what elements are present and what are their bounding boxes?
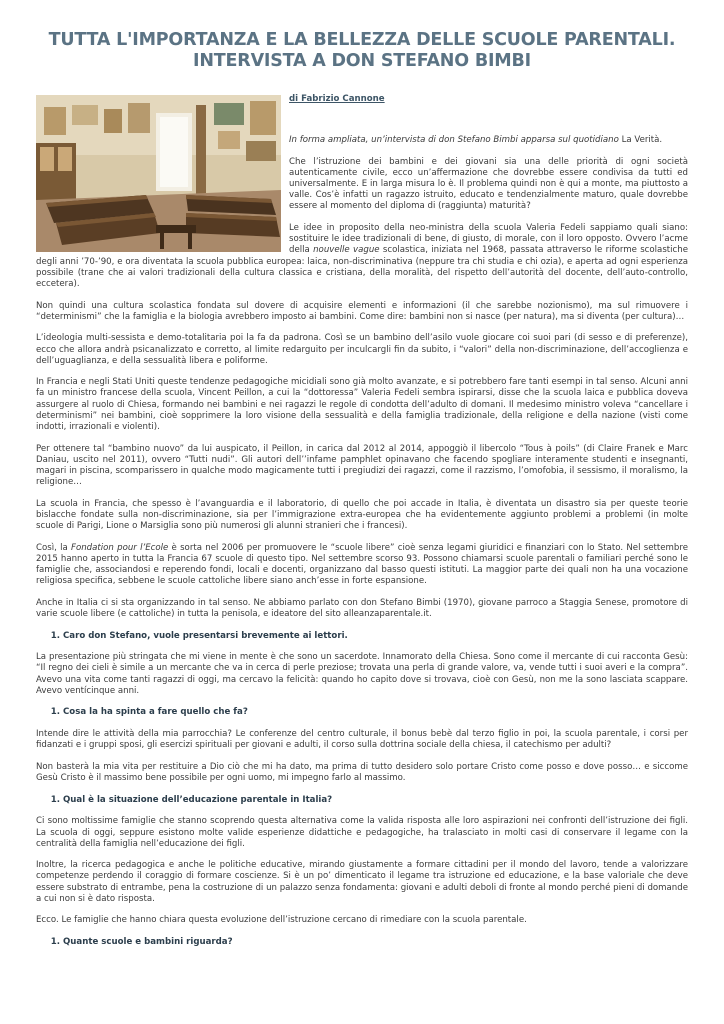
paragraph-8-part-a: Così, la [36,542,72,553]
question-list-3 [36,795,688,806]
title-line-1: TUTTA L'IMPORTANZA E LA BELLEZZA DELLE SCUOLE PARENTALI. [48,30,676,50]
paragraph-6: Per ottenere tal “bambino nuovo” da lui auspicato, il Peillon, in carica dal 2012 al 2014, appoggiò il libercolo “Tous à poils” (di Claire Franek e Marc Daniau, uscito nel 2011), ovvero “Tutti nudi”. Gli autori dell’’infame pamphlet opinavano che facendo spogliare interamente studenti e insegnanti, magari in piscina, scomparissero in qualche modo magicamente tutti i pregiudizi dei ragazzi, come il razzismo, l’omofobia, il sessismo, il moralismo, la religione… [36,443,688,488]
question-list-1 [36,631,688,642]
answer-2b: Non basterà la mia vita per restituire a Dio ciò che mi ha dato, ma prima di tutto desidero solo portare Cristo come posso e dove posso… e siccome Gesù Cristo è il massimo bene possibile per ogni uomo, mi impegno farlo al massimo. [36,761,688,784]
paragraph-7: La scuola in Francia, che spesso è l’avanguardia e il laboratorio, di quello che poi accade in Italia, è diventata un disastro sia per queste teorie bislacche fondate sulla non-discriminazione, sia per l’immigrazione extra-europea che ha evidentemente aggiunto problemi a problemi (in molte scuole di Parigi, Lione o Marsiglia sono più numerosi gli alunni stranieri che i francesi). [36,498,688,532]
paragraph-8-part-b: è sorta nel 2006 per promuovere le “scuole libere” cioè senza legami giuridici e finanziari con lo Stato. Nel settembre 2015 hanno aperto in tutta la Francia 67 scuole di questo tipo. Nel settembre scorso 93. Possono chiamarsi scuole parentali o familiari perché sono le famiglie che, associandosi e reperendo fondi, locali e docenti, organizzano dal basso questi istituti. La maggior parte dei quali non ha una vocazione religiosa specifica, sebbene le scuole cattoliche libere siano anch’esse in forte espansione. [36,542,688,587]
question-3: 1. Qual è la situazione dell’educazione parentale in Italia? [63,795,688,806]
paragraph-8 [36,543,688,588]
paragraph-2-part-a: Le idee in proposito della neo-ministra della scuola Valeria Fedeli sappiamo quali siano: sostituire le idee tradizionali di bene, di giusto, di morale, con il loro opposto. Ovvero l’acme della [289,223,688,256]
question-2: 1. Cosa la ha spinta a fare quello che fa? [63,707,688,718]
paragraph-9: Anche in Italia ci si sta organizzando in tal senso. Ne abbiamo parlato con don Stefano Bimbi (1970), giovane parroco a Staggia Senese, promotore di varie scuole libere (e cattoliche) in tutta la penisola, e ideatore del sito alleanzaparentale.it. [36,597,688,619]
article-body [36,94,688,959]
paragraph-5: In Francia e negli Stati Uniti queste tendenze pedagogiche micidiali sono già molto avanzate, e si potrebbero fare tanti esempi in tal senso. Alcuni anni fa un ministro francese della scuola, Vincent Peillon, a cui la “dottoressa” Valeria Fedeli sembra ispirarsi, disse che la scuola laica e pubblica doveva assurgere al ruolo di Chiesa, formando nei bambini e nei ragazzi le regole di condotta dell’adulto di domani. Il medesimo ministro voleva “cancellare i determinismi” nei bambini, cioè sopprimere la loro visione della sessualità e della famiglia tradizionale, della religione e della nazione (visti come indotti, irrazionali e violenti). [36,377,688,432]
answer-3c: Ecco. Le famiglie che hanno chiara questa evoluzione dell’istruzione cercano di rimediare con la scuola parentale. [36,915,527,926]
answer-3a: Ci sono moltissime famiglie che stanno scoprendo questa alternativa come la valida risposta alle loro aspirazioni nei confronti dell’istruzione dei figli. La scuola di oggi, seppure esistono molte valide esperienze didattiche e pedagogiche, ha tralasciato in molti casi di conservare il legame con la centralità della famiglia nell’educazione dei figli. [36,816,688,849]
answer-2a: Intende dire le attività della mia parrocchia? Le conferenze del centro culturale, il bonus bebè dal terzo figlio in poi, la scuola parentale, i corsi per fidanzati e i gruppi sposi, gli esercizi spirituali per giovani e adulti, il corso sulla dottrina sociale della chiesa, il catechismo per adulti? [36,729,688,751]
paragraph-3: Non quindi una cultura scolastica fondata sul dovere di acquisire elementi e informazioni (il che sarebbe nozionismo), ma sul rimuovere i “determinismi” che la famiglia e la biologia avrebbero imposto ai bambini. Come dire: bambini non si nasce (per natura), ma si diventa (per cultura)… [36,300,688,322]
paragraph-8-emphasis: Fondation pour l’Ecole [71,542,169,553]
question-list-2 [36,707,688,718]
title-line-2: INTERVISTA A DON STEFANO BIMBI [193,51,531,71]
question-list-4 [36,937,688,948]
answer-3b: Inoltre, la ricerca pedagogica e anche le politiche educative, mirando giustamente a formare cittadini per il mondo del lavoro, tende a valorizzare competenze perdendo il coraggio di formare coscienze. Si è un po’ dimenticato il legame tra istruzione ed educazione, e la base valoriale che deve essere substrato di entrambe, pena la costruzione di un palazzo senza fondamenta: giovani e adulti deboli di fronte al mondo perché pieni di domande a cui non si è dato risposta. [36,860,688,904]
paragraph-4: L’ideologia multi-sessista e demo-totalitaria poi la fa da padrona. Così se un bambino dell’asilo vuole giocare coi suoi pari (di sesso e di preferenze), ecco che allora andrà psicanalizzato e corretto, al limite redarguito per inculcargli fin da subito, i “valori” della non-discriminazione, dell’accoglienza e dell’uguaglianza, e della sessualità libera e poliforme. [36,333,688,366]
question-1: 1. Caro don Stefano, vuole presentarsi brevemente ai lettori. [63,631,688,642]
image-float-spacer [36,94,289,254]
paragraph-1: Che l’istruzione dei bambini e dei giovani sia una delle priorità di ogni società autenticamente civile, ecco un’affermazione che dovrebbe essere condivisa da tutti ed universalmente. E in larga misura lo è. Il problema quindi non è qui a monte, ma piuttosto a valle. Cos’è infatti un ragazzo istruito, educato e tendenzialmente maturo, quale dovrebbe essere al momento del diploma di (raggiunta) maturità? [289,156,688,212]
paragraph-2-emphasis: nouvelle vague [313,245,380,256]
article-title [0,30,724,72]
answer-1: La presentazione più stringata che mi viene in mente è che sono un sacerdote. Innamorato della Chiesa. Sono come il mercante di cui racconta Gesù: “Il regno dei cieli è simile a un mercante che va in cerca di perle preziose; trovata una perla di grande valore, va, vende tutti i suoi averi e la compra”. Avevo una vita come tanti ragazzi di oggi, ma cercavo la felicità: quando ho capito dove si trovava, cioè con Gesù, non me la sono lasciata scappare. Avevo ventícinque anni. [36,652,688,696]
author-byline: di Fabrizio Cannone [289,94,385,104]
paragraph-2-part-b: scolastica, iniziata nel 1968, passata attraverso le riforme scolastiche degli anni ’70-’90, e ora diventata la scuola pubblica europea: laica, non-discriminativa (neppure tra chi studia e chi ozia), e aperta ad ogni esperienza possibile (trane che ai valori tradizionali della cultura classica e cristiana, della moralità, del rispetto dell’autorità del docente, dell’auto-controllo, eccetera). [36,245,689,289]
question-4: 1. Quante scuole e bambini riguarda? [63,937,688,948]
intro-plain: La Verità. [618,135,663,146]
intro-italic: In forma ampliata, un’intervista di don Stefano Bimbi apparsa sul quotidiano [289,135,619,146]
